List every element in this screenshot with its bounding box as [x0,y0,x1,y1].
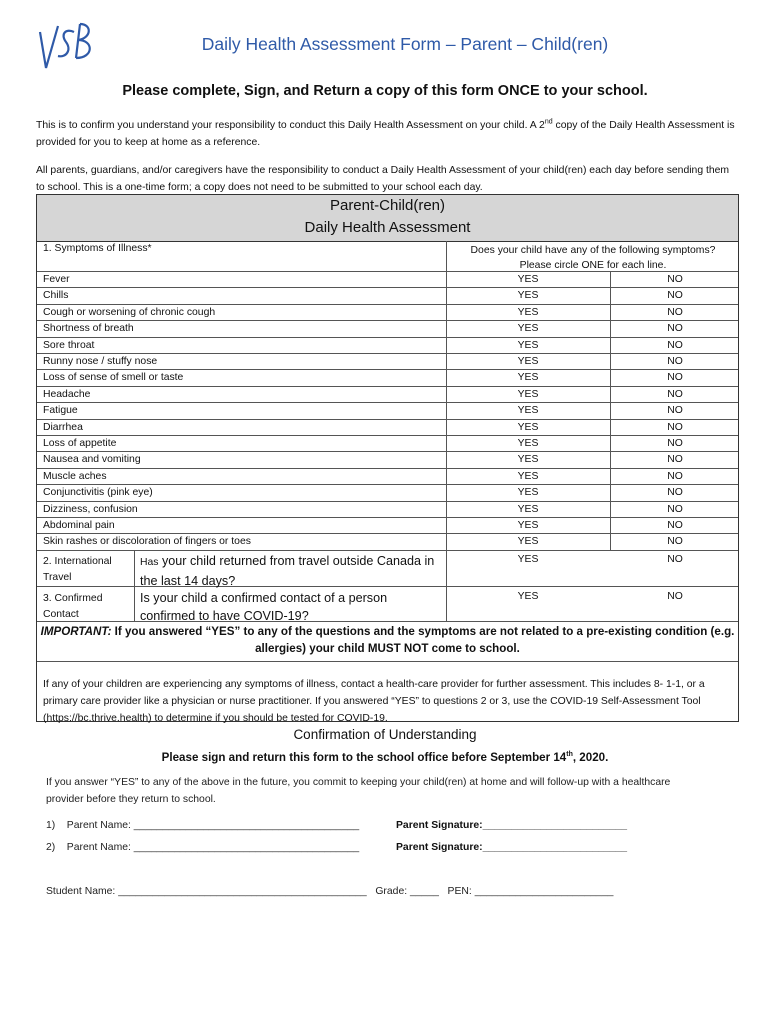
yes-option[interactable]: YES [517,274,539,285]
q2-question: Has your child returned from travel outside Canada in the last 14 days? [140,554,435,588]
parent-signature-field-1[interactable]: Parent Signature:_________________________ [396,820,628,831]
symptom-row [37,288,738,304]
yes-option[interactable]: YES [517,356,539,367]
symptom-row [37,534,738,550]
yes-option[interactable]: YES [517,454,539,466]
parent-name-field-1[interactable]: 1) Parent Name: _______________________________________ [46,820,360,831]
instruction-headline: Please complete, Sign, and Return a copy of this form ONCE to your school. [122,83,648,99]
symptom-row [37,370,738,386]
yes-option[interactable]: YES [517,372,539,384]
yes-option[interactable]: YES [517,487,539,499]
yes-option[interactable]: YES [517,438,539,449]
symptom-label: Sore throat [43,339,95,351]
no-option[interactable]: NO [667,520,683,531]
yes-option[interactable]: YES [517,323,539,335]
no-option[interactable]: NO [667,306,683,318]
symptom-label: Loss of sense of smell or taste [43,372,184,384]
symptom-row [37,338,738,354]
no-option[interactable]: NO [667,421,683,433]
confirmation-paragraph: If you answer “YES” to any of the above in the future, you commit to keeping your child(ren) at home and will follow-up with a healthcare provider before they return to school. [46,777,671,805]
no-option[interactable]: NO [667,356,683,367]
symptom-label: Shortness of breath [43,323,134,335]
symptom-label: Chills [43,290,69,302]
symptom-row [37,305,738,321]
symptom-label: Nausea and vomiting [43,454,141,466]
no-option[interactable]: NO [667,405,683,417]
form-title: Daily Health Assessment Form – Parent – Child(ren) [201,34,609,54]
symptom-row [37,272,738,288]
symptom-label: Skin rashes or discoloration of fingers or toes [43,536,251,548]
no-option[interactable]: NO [667,487,683,499]
symptom-row [37,485,738,501]
no-option[interactable]: NO [667,274,683,285]
return-instruction: Please sign and return this form to the school office before September 14th, 2020. [161,751,609,764]
symptom-row [37,518,738,534]
assessment-table [36,194,739,722]
symptom-row [37,420,738,436]
symptom-row [37,436,738,452]
symptom-row [37,502,738,518]
q2-no-option[interactable]: NO [667,554,683,565]
student-info-field[interactable]: Student Name: ___________________________________________ Grade: _____ PEN: ________________________ [46,886,614,897]
symptom-label: Fatigue [43,405,78,417]
no-option[interactable]: NO [667,438,683,449]
symptom-label: Runny nose / stuffy nose [43,356,158,367]
symptom-row [37,354,738,370]
yes-option[interactable]: YES [517,339,539,351]
q3-label: 3. Confirmed Contact [43,593,103,620]
symptoms-header: 1. Symptoms of Illness* [43,243,152,254]
yes-option[interactable]: YES [517,421,539,433]
q2-yes-option[interactable]: YES [517,554,539,565]
table-footer-text: If any of your children are experiencing any symptoms of illness, contact a health-care provider for further assessment. This includes 8- 1-1, or a primary care provider like a physician or nurse practitioner. If you answered “YES” to questions 2 or 3, use the COVID-19 Self-Assessment Tool (https://bc.thrive.health) to determine if you should be tested for COVID-19. [43,679,705,724]
no-option[interactable]: NO [667,372,683,384]
q3-yes-option[interactable]: YES [517,591,539,602]
table-title: Parent-Child(ren) Daily Health Assessment [37,195,738,242]
intro-paragraph-1: This is to confirm you understand your responsibility to conduct this Daily Health Assessment on your child. A 2nd copy of the Daily Health Assessment is provided for you to keep at home as a reference. [36,118,735,148]
yes-option[interactable]: YES [517,536,539,548]
symptom-row [37,469,738,485]
no-option[interactable]: NO [667,388,683,400]
question-answer-divider [446,550,447,622]
yes-option[interactable]: YES [517,405,539,417]
symptom-row [37,452,738,468]
no-option[interactable]: NO [667,323,683,335]
yes-option[interactable]: YES [517,470,539,482]
yes-option[interactable]: YES [517,290,539,302]
yes-option[interactable]: YES [517,520,539,531]
q3-no-option[interactable]: NO [667,591,683,602]
no-option[interactable]: NO [667,339,683,351]
q2-label: 2. International Travel [43,556,112,583]
q3-question: Is your child a confirmed contact of a person confirmed to have COVID-19? [140,591,388,623]
symptom-label: Fever [43,274,70,285]
confirmation-title: Confirmation of Understanding [293,727,477,742]
symptom-label: Headache [43,388,91,400]
confirmed-contact-row [37,587,738,622]
symptom-label: Abdominal pain [43,520,115,531]
yes-option[interactable]: YES [517,503,539,515]
question-header: Does your child have any of the following symptoms? Please circle ONE for each line. [470,245,716,271]
symptom-label: Muscle aches [43,470,107,482]
no-option[interactable]: NO [667,470,683,482]
symptom-row [37,387,738,403]
question-number-divider [134,550,135,622]
intro-paragraph-2: All parents, guardians, and/or caregivers have the responsibility to conduct a Daily Health Assessment of your child(ren) each day before sending them to school. This is a one-time form; a copy does not need to be submitted to your school each day. [36,165,730,193]
parent-signature-field-2[interactable]: Parent Signature:_________________________ [396,842,628,853]
yes-option[interactable]: YES [517,306,539,318]
no-option[interactable]: NO [667,454,683,466]
column-header-row [37,241,738,272]
symptom-row [37,321,738,337]
parent-name-field-2[interactable]: 2) Parent Name: _______________________________________ [46,842,360,853]
no-option[interactable]: NO [667,536,683,548]
no-option[interactable]: NO [667,290,683,302]
column-divider [446,241,447,550]
symptom-label: Loss of appetite [43,438,117,449]
yes-no-divider [610,272,611,550]
symptom-row [37,403,738,419]
notice-divider [37,661,738,662]
important-notice: IMPORTANT: If you answered “YES” to any of the questions and the symptoms are not related to a pre-existing condition (e.g. allergies) your child MUST NOT come to school. [40,625,735,655]
symptom-label: Cough or worsening of chronic cough [43,306,216,318]
yes-option[interactable]: YES [517,388,539,400]
symptom-label: Conjunctivitis (pink eye) [43,487,153,499]
no-option[interactable]: NO [667,503,683,515]
symptom-label: Dizziness, confusion [43,503,138,515]
symptom-label: Diarrhea [43,421,83,433]
